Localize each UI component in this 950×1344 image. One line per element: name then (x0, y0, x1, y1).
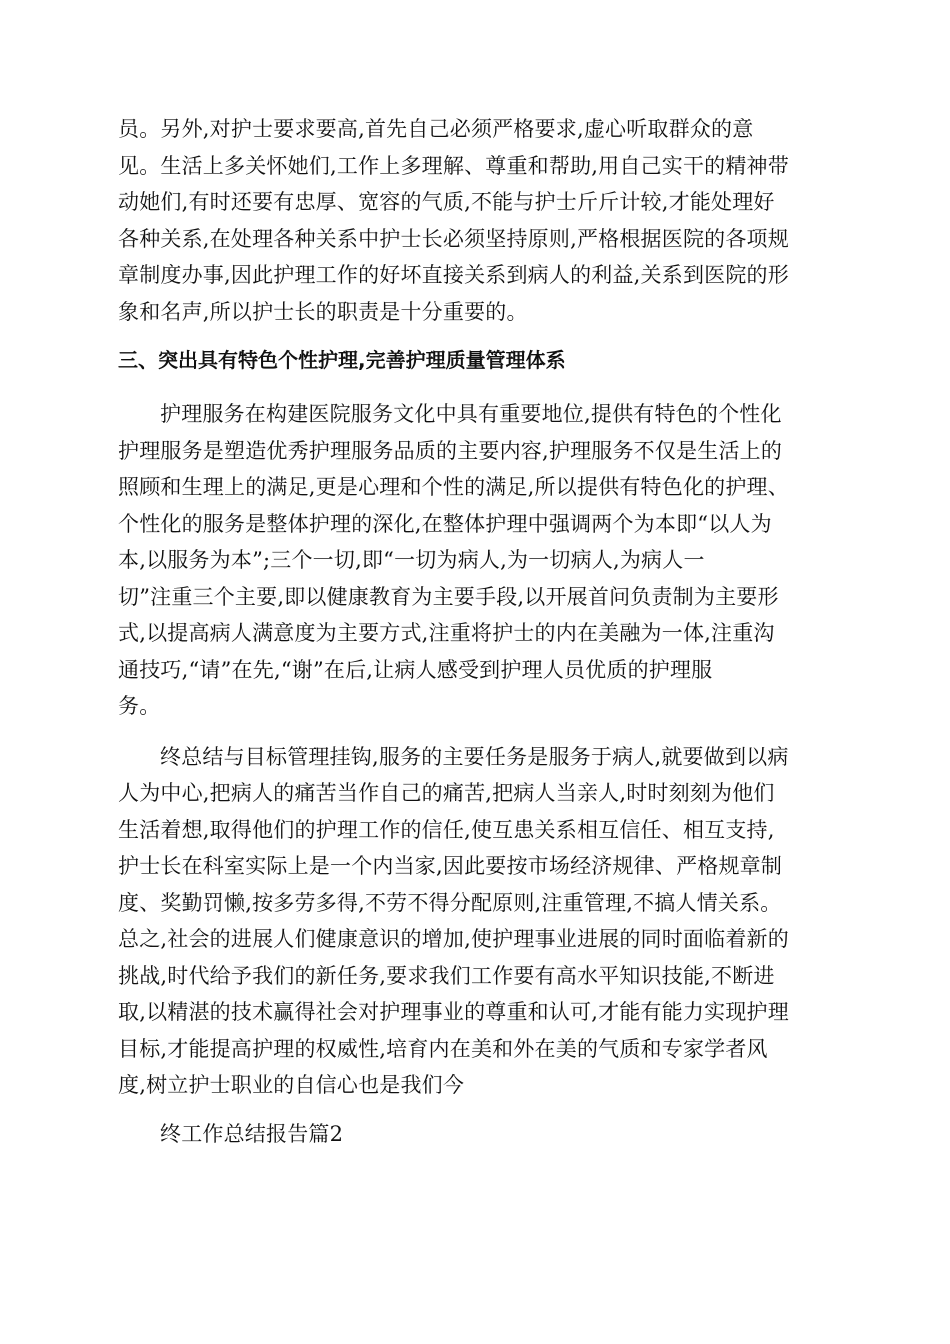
paragraph-duties (118, 111, 832, 330)
text-line: 目标,才能提高护理的权威性,培育内在美和外在美的气质和专家学者风 (118, 1036, 768, 1061)
paragraph-personalized-care (118, 396, 832, 725)
text-line: 总之,社会的进展人们健康意识的增加,使护理事业进展的同时面临着新的 (118, 927, 789, 951)
text-line: 切”注重三个主要,即以健康教育为主要手段,以开展首问负责制为主要形 (118, 584, 779, 609)
text-line: 终总结与目标管理挂钩,服务的主要任务是服务于病人,就要做到以病 (160, 744, 789, 769)
text-line: 生活着想,取得他们的护理工作的信任,使互患关系相互信任、相互支持, (118, 817, 775, 842)
text-line: 通技巧,“请”在先,“谢”在后,让病人感受到护理人员优质的护理服 (118, 657, 713, 682)
section-heading: 三、突出具有特色个性护理,完善护理质量管理体系 (118, 348, 566, 372)
paragraph-goal-management (118, 739, 832, 1104)
text-line: 各种关系,在处理各种关系中护士长必须坚持原则,严格根据医院的各项规 (118, 226, 789, 251)
text-line: 照顾和生理上的满足,更是心理和个性的满足,所以提供有特色化的护理、 (118, 475, 789, 499)
text-line: 动她们,有时还要有忠厚、宽容的气质,不能与护士斤斤计较,才能处理好 (118, 190, 775, 214)
text-line: 取,以精湛的技术赢得社会对护理事业的尊重和认可,才能有能力实现护理 (118, 1000, 789, 1024)
text-line: 本,以服务为本”;三个一切,即“一切为病人,为一切病人,为病人一 (118, 548, 705, 572)
text-line: 见。生活上多关怀她们,工作上多理解、尊重和帮助,用自己实干的精神带 (118, 153, 789, 178)
text-line: 务。 (118, 694, 161, 718)
closing-line-container (118, 1116, 832, 1153)
text-line: 度,树立护士职业的自信心也是我们今 (118, 1073, 465, 1097)
text-line: 式,以提高病人满意度为主要方式,注重将护士的内在美融为一体,注重沟 (118, 621, 775, 645)
text-line: 挑战,时代给予我们的新任务,要求我们工作要有高水平知识技能,不断进 (118, 963, 775, 988)
text-line: 度、奖勤罚懒,按多劳多得,不劳不得分配原则,注重管理,不搞人情关系。 (118, 890, 782, 915)
text-line: 员。另外,对护士要求要高,首先自己必须严格要求,虚心听取群众的意 (118, 117, 754, 141)
text-line: 个性化的服务是整体护理的深化,在整体护理中强调两个为本即“以人为 (118, 511, 772, 536)
text-line: 护士长在科室实际上是一个内当家,因此要按市场经济规律、严格规章制 (118, 854, 783, 878)
text-line: 护理服务是塑造优秀护理服务品质的主要内容,护理服务不仅是生活上的 (118, 438, 783, 463)
text-line: 象和名声,所以护士长的职责是十分重要的。 (118, 299, 528, 324)
text-line: 人为中心,把病人的痛苦当作自己的痛苦,把病人当亲人,时时刻刻为他们 (118, 781, 775, 805)
text-line: 护理服务在构建医院服务文化中具有重要地位,提供有特色的个性化 (160, 402, 782, 426)
closing-line: 终工作总结报告篇2 (160, 1121, 344, 1146)
text-line: 章制度办事,因此护理工作的好坏直接关系到病人的利益,关系到医院的形 (118, 263, 789, 287)
